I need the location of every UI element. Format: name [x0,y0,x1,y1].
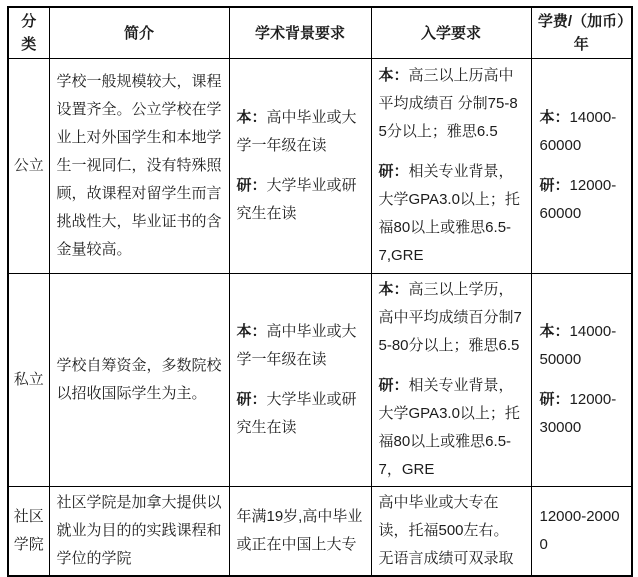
tuition-text: 14000-60000 [539,109,617,154]
header-intro: 简介 [49,7,229,59]
table-body [8,59,632,577]
academic-background-cell [229,487,371,577]
tuition-paragraph [540,386,624,442]
header-tuition: 学费/（加币）年 [531,7,632,59]
tuition-paragraph [540,172,624,228]
requirement-paragraph [379,62,524,146]
requirement-text: 高三以上历高中平均成绩百 分制75-85分以上；雅思6.5 [378,67,518,140]
tuition-cell [531,274,632,487]
category-cell: 社区学院 [8,487,49,577]
requirement-paragraph [237,318,364,374]
degree-label: 研： [539,391,570,408]
tuition-cell [531,487,632,577]
tuition-text: 12000-60000 [539,177,617,222]
degree-label: 本： [236,323,267,340]
table-row-community-college [8,487,632,577]
header-row [8,7,632,59]
header-category: 分类 [8,7,49,59]
degree-label: 研： [378,377,409,394]
requirement-paragraph [379,158,524,270]
requirement-text: 相关专业背景，大学GPA3.0以上；托福80以上或雅思6.5-7，GRE [378,377,520,478]
tuition-paragraph [540,318,624,374]
tuition-text: 14000-50000 [539,323,617,368]
academic-background-cell [229,274,371,487]
degree-label: 本： [539,323,570,340]
degree-label: 研： [378,163,409,180]
tuition-paragraph [540,104,624,160]
table-row-public [8,59,632,274]
table-header [8,7,632,59]
intro-cell: 学校一般规模较大，课程设置齐全。公立学校在学业上对外国学生和本地学生一视同仁，没有特殊照顾，故课程对留学生而言挑战性大，毕业证书的含金量较高。 [49,59,229,274]
table-row-private [8,274,632,487]
requirement-paragraph [237,104,364,160]
school-types-table [7,6,633,577]
requirement-text: 高中毕业或大专在读，托福500左右。无语言成绩可双录取 [378,494,514,567]
tuition-text: 12000-20000 [539,508,620,553]
requirement-text: 高中毕业或大学一年级在读 [236,323,357,368]
requirement-paragraph [379,489,524,573]
degree-label: 本： [378,67,409,84]
header-academic-background: 学术背景要求 [229,7,371,59]
intro-cell: 学校自筹资金，多数院校以招收国际学生为主。 [49,274,229,487]
degree-label: 研： [539,177,570,194]
requirement-text: 大学毕业或研究生在读 [236,391,357,436]
academic-background-cell [229,59,371,274]
requirement-paragraph [379,372,524,484]
degree-label: 本： [236,109,267,126]
requirement-text: 大学毕业或研究生在读 [236,177,357,222]
admission-requirements-cell [371,274,531,487]
intro-cell: 社区学院是加拿大提供以就业为目的的实践课程和学位的学院 [49,487,229,577]
tuition-cell [531,59,632,274]
degree-label: 本： [378,281,409,298]
requirement-text: 年满19岁,高中毕业或正在中国上大专 [236,508,363,553]
degree-label: 本： [539,109,570,126]
requirement-text: 高三以上学历，高中平均成绩百分制75-80分以上；雅思6.5 [378,281,522,354]
admission-requirements-cell [371,59,531,274]
tuition-paragraph [540,503,624,559]
header-admission-requirements: 入学要求 [371,7,531,59]
requirement-paragraph [237,503,364,559]
requirement-paragraph [237,386,364,442]
degree-label: 研： [236,177,267,194]
admission-requirements-cell [371,487,531,577]
degree-label: 研： [236,391,267,408]
requirement-paragraph [379,276,524,360]
requirement-paragraph [237,172,364,228]
requirement-text: 相关专业背景，大学GPA3.0以上；托福80以上或雅思6.5-7,GRE [378,163,520,264]
requirement-text: 高中毕业或大学一年级在读 [236,109,357,154]
category-cell: 公立 [8,59,49,274]
tuition-text: 12000-30000 [539,391,617,436]
category-cell: 私立 [8,274,49,487]
